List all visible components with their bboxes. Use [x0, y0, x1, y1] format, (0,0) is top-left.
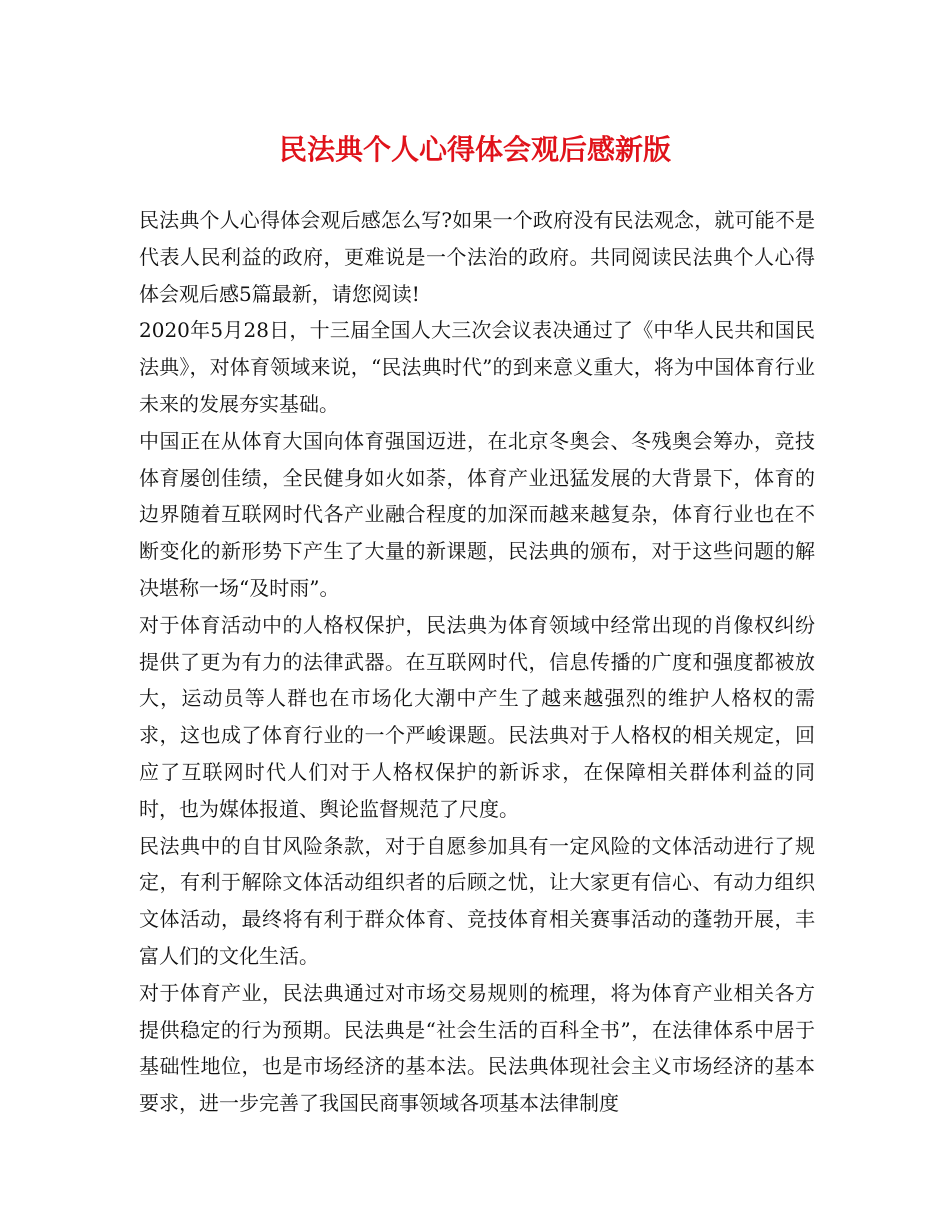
paragraph-1: 民法典个人心得体会观后感怎么写?如果一个政府没有民法观念，就可能不是代表人民利益的政府，更难说是一个法治的政府。共同阅读民法典个人心得体会观后感5篇最新，请您阅读!: [139, 208, 815, 306]
paragraph-3: 中国正在从体育大国向体育强国迈进，在北京冬奥会、冬残奥会筹办，竞技体育屡创佳绩，全民健身如火如荼，体育产业迅猛发展的大背景下，体育的边界随着互联网时代各产业融合程度的加深而越来越复杂，体育行业也在不断变化的新形势下产生了大量的新课题，民法典的颁布，对于这些问题的解决堪称一场“及时雨”。: [139, 428, 815, 600]
paragraph-6: 对于体育产业，民法典通过对市场交易规则的梳理，将为体育产业相关各方提供稳定的行为预期。民法典是“社会生活的百科全书”，在法律体系中居于基础性地位，也是市场经济的基本法。民法典体现社会主义市场经济的基本要求，进一步完善了我国民商事领域各项基本法律制度: [139, 980, 815, 1116]
paragraph-4: 对于体育活动中的人格权保护，民法典为体育领域中经常出现的肖像权纠纷提供了更为有力的法律武器。在互联网时代，信息传播的广度和强度都被放大，运动员等人群也在市场化大潮中产生了越来越强烈的维护人格权的需求，这也成了体育行业的一个严峻课题。民法典对于人格权的相关规定，回应了互联网时代人们对于人格权保护的新诉求，在保障相关群体利益的同时，也为媒体报道、舆论监督规范了尺度。: [139, 612, 815, 821]
page-title: 民法典个人心得体会观后感新版: [278, 133, 671, 166]
paragraph-5: 民法典中的自甘风险条款，对于自愿参加具有一定风险的文体活动进行了规定，有利于解除文体活动组织者的后顾之忧，让大家更有信心、有动力组织文体活动，最终将有利于群众体育、竞技体育相关赛事活动的蓬勃开展，丰富人们的文化生活。: [139, 833, 815, 968]
document-body: [139, 202, 815, 1122]
paragraph-2: 2020年5月28日，十三届全国人大三次会议表决通过了《中华人民共和国民法典》，对体育领域来说，“民法典时代”的到来意义重大，将为中国体育行业未来的发展夯实基础。: [139, 318, 815, 416]
